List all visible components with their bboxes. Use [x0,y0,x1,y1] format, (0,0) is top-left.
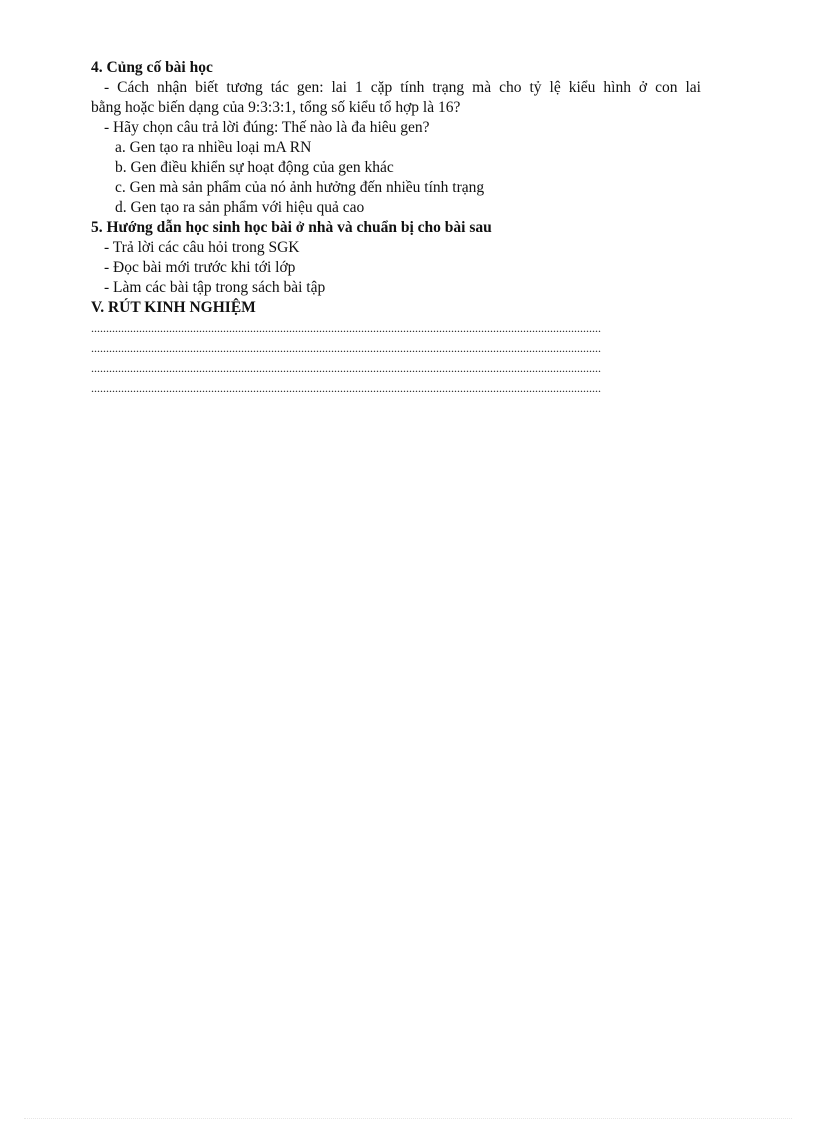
section-4-paragraph-line-1: - Cách nhận biết tương tác gen: lai 1 cặp tính trạng mà cho tỷ lệ kiểu hình ở con lai [104,79,701,96]
document-page [91,58,701,398]
answer-option-c: c. Gen mà sản phẩm của nó ảnh hưởng đến nhiều tính trạng [115,179,485,196]
notes-dotted-line-4: .......................................................................................................................................................................... [91,381,601,395]
section-5-title: 5. Hướng dẫn học sinh học bài ở nhà và chuẩn bị cho bài sau [91,219,492,236]
homework-item-1: - Trả lời các câu hỏi trong SGK [104,239,300,256]
answer-option-d: d. Gen tạo ra sản phẩm với hiệu quả cao [115,199,365,216]
homework-item-3: - Làm các bài tập trong sách bài tập [104,279,326,296]
section-v-title: V. RÚT KINH NGHIỆM [91,299,256,316]
notes-dotted-line-1: .......................................................................................................................................................................... [91,321,601,335]
homework-item-2: - Đọc bài mới trước khi tới lớp [104,259,296,276]
answer-option-b: b. Gen điều khiển sự hoạt động của gen khác [115,159,394,176]
section-4-title: 4. Củng cố bài học [91,59,213,76]
answer-option-a: a. Gen tạo ra nhiều loại mA RN [115,139,312,156]
notes-dotted-line-2: .......................................................................................................................................................................... [91,341,601,355]
section-4-paragraph-line-2: bằng hoặc biến dạng của 9:3:3:1, tổng số kiểu tổ hợp là 16? [91,99,461,116]
section-4-question: - Hãy chọn câu trả lời đúng: Thế nào là đa hiêu gen? [104,119,430,136]
page-bottom-dotted-border [24,1118,792,1119]
notes-dotted-line-3: .......................................................................................................................................................................... [91,361,601,375]
